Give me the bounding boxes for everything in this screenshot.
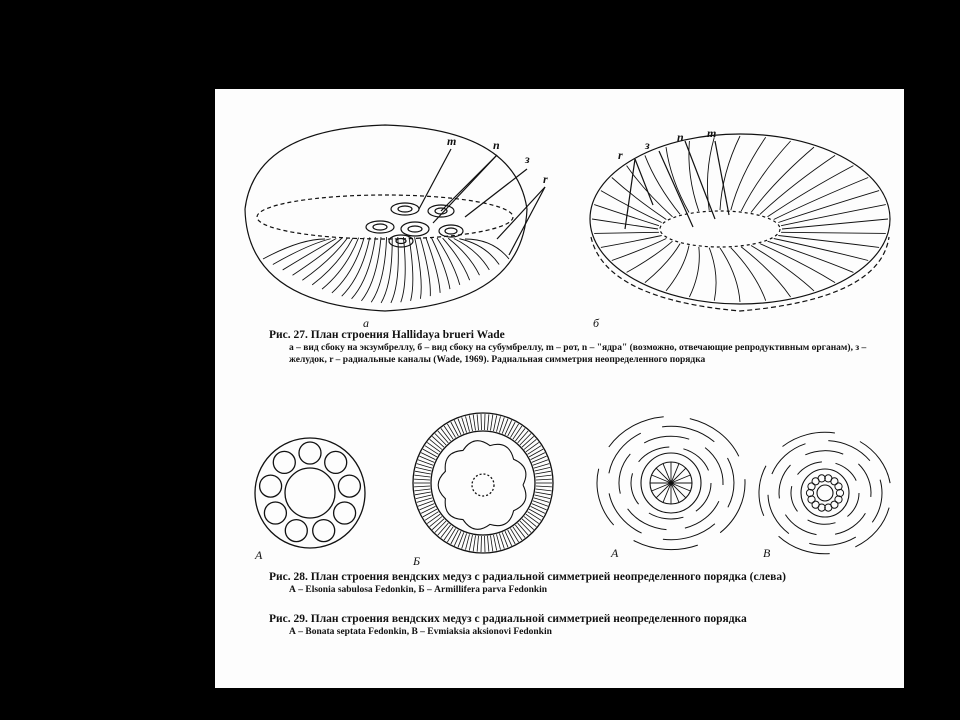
spoke-line bbox=[671, 468, 686, 483]
fig27a-label-r: r bbox=[543, 172, 548, 186]
scanned-page bbox=[215, 89, 904, 688]
hatch-line bbox=[454, 420, 461, 435]
hatch-line bbox=[432, 436, 444, 447]
radial-canal-line bbox=[709, 248, 716, 301]
ripple-arc bbox=[639, 447, 670, 462]
ripple-arc bbox=[872, 480, 882, 523]
hatch-line bbox=[438, 431, 449, 443]
spoke-line bbox=[656, 483, 671, 498]
hatch-line bbox=[421, 453, 435, 460]
ripple-arc bbox=[628, 509, 667, 530]
hatch-line bbox=[526, 514, 539, 523]
hatch-line bbox=[477, 536, 478, 552]
radial-canal-line bbox=[782, 219, 888, 229]
fig27-medusa-b bbox=[590, 134, 890, 311]
fig27b-label-z: з bbox=[645, 138, 650, 152]
ripple-arc bbox=[835, 513, 865, 534]
hatch-line bbox=[421, 506, 435, 513]
hatch-line bbox=[432, 519, 444, 530]
ripple-arc bbox=[791, 486, 798, 511]
fig28-medusa-a bbox=[255, 438, 365, 548]
hatch-line bbox=[414, 479, 430, 480]
hatch-line bbox=[522, 436, 534, 447]
hatch-line bbox=[414, 489, 430, 491]
hatch-line bbox=[469, 415, 472, 431]
hatch-line bbox=[447, 528, 455, 542]
hatch-line bbox=[485, 536, 486, 552]
hatch-line bbox=[414, 486, 430, 487]
lobe-circle bbox=[338, 475, 360, 497]
fig27b-panel-label: б bbox=[593, 316, 600, 330]
ripple-arc bbox=[720, 479, 745, 533]
fig28-caption bbox=[269, 570, 889, 596]
hatch-line bbox=[531, 506, 545, 513]
ripple-arc bbox=[663, 524, 715, 540]
radial-canal-line bbox=[731, 137, 766, 210]
fig27b-label-n: n bbox=[677, 130, 684, 144]
hatch-line bbox=[416, 495, 432, 499]
radial-canal-line bbox=[601, 191, 662, 223]
hatch-line bbox=[535, 492, 551, 495]
hatch-line bbox=[477, 414, 478, 430]
radial-canal-line bbox=[666, 147, 689, 212]
lobe-circle bbox=[334, 502, 356, 524]
ripple-arc bbox=[619, 454, 630, 494]
hatch-line bbox=[435, 521, 446, 533]
hatch-line bbox=[466, 534, 470, 549]
lobe-circle bbox=[313, 520, 335, 542]
radial-canal-line bbox=[781, 205, 886, 226]
bead-circle bbox=[806, 489, 813, 496]
radial-canal-line bbox=[781, 232, 886, 233]
hatch-line bbox=[513, 527, 522, 540]
fig27-caption-title: Рис. 27. План строения Hallidaya brueri Wade bbox=[269, 329, 505, 341]
radial-canal-line bbox=[689, 247, 699, 297]
bead-circle bbox=[836, 489, 843, 496]
radial-canal-line bbox=[612, 239, 667, 261]
lobe-circle bbox=[285, 520, 307, 542]
hatch-line bbox=[423, 509, 437, 517]
hatch-line bbox=[513, 426, 522, 439]
radial-canal-line bbox=[342, 237, 370, 296]
hatch-line bbox=[508, 530, 516, 544]
hatch-line bbox=[430, 517, 442, 527]
hatch-line bbox=[529, 449, 543, 457]
fig29-caption bbox=[269, 612, 889, 638]
hatch-line bbox=[481, 536, 482, 552]
fig27-medusa-a bbox=[245, 125, 545, 311]
ripple-arc bbox=[759, 466, 766, 516]
hatch-line bbox=[491, 415, 493, 431]
fig28-caption-body: А – Elsonia sabulosa Fedonkin, Б – Armillifera parva Fedonkin bbox=[289, 585, 548, 595]
hatch-line bbox=[535, 467, 551, 471]
hatch-line bbox=[508, 422, 516, 436]
hatch-line bbox=[531, 453, 545, 460]
ripple-arc bbox=[855, 508, 889, 547]
ripple-arc bbox=[808, 520, 836, 524]
hatch-line bbox=[536, 486, 552, 487]
fig29-medusa-v bbox=[759, 432, 890, 553]
hatch-line bbox=[515, 428, 525, 441]
radial-canal-line bbox=[283, 239, 337, 270]
fig28-caption-title: Рис. 28. План строения вендских медуз с радиальной симметрией неопределенного порядка (слева) bbox=[269, 571, 786, 583]
radial-canal-line bbox=[409, 237, 413, 301]
hatch-line bbox=[524, 439, 536, 449]
ripple-arc bbox=[783, 432, 835, 446]
ripple-arc bbox=[609, 493, 642, 533]
fig28-medusa-b bbox=[413, 413, 553, 553]
hatch-line bbox=[536, 489, 552, 491]
ripple-arc bbox=[768, 495, 789, 534]
hatch-line bbox=[524, 517, 536, 527]
hatch-line bbox=[469, 535, 472, 551]
fig27-caption bbox=[269, 328, 889, 366]
hatch-line bbox=[466, 416, 470, 431]
radial-canal-line bbox=[666, 246, 689, 291]
hatch-line bbox=[447, 424, 455, 438]
ripple-arc bbox=[779, 536, 830, 554]
radial-canal-line bbox=[415, 237, 422, 299]
radial-canal-line bbox=[707, 137, 714, 210]
lobe-circle bbox=[325, 451, 347, 473]
hatch-line bbox=[451, 530, 459, 544]
spoke-line bbox=[656, 468, 671, 483]
hatch-line bbox=[488, 414, 489, 430]
hatch-line bbox=[535, 495, 551, 499]
lobe-circle bbox=[299, 442, 321, 464]
ripple-arc bbox=[644, 436, 689, 443]
hatch-line bbox=[481, 414, 482, 430]
hatch-line bbox=[494, 535, 497, 551]
figure-drawings bbox=[215, 89, 904, 688]
radial-canal-line bbox=[778, 191, 879, 223]
hatch-line bbox=[415, 492, 431, 495]
radial-canal-line bbox=[731, 248, 766, 301]
hatch-line bbox=[488, 536, 489, 552]
radial-canal-line bbox=[720, 136, 740, 210]
radial-canal-line bbox=[293, 238, 342, 275]
hatch-line bbox=[415, 471, 431, 474]
spoke-line bbox=[671, 483, 686, 498]
fig27-caption-body: а – вид сбоку на экзумбреллу, б – вид сбоку на субумбреллу, m – рот, n – "ядра" (возможно, отвечающие репродуктивным органам), з – желудок, r – радиальные каналы (Wade, 1969). Радиальная симметрия неопределенного порядка bbox=[289, 343, 867, 365]
hatch-line bbox=[444, 527, 453, 540]
ripple-arc bbox=[779, 465, 790, 498]
radial-canal-line bbox=[426, 237, 440, 292]
hatch-line bbox=[441, 428, 451, 441]
lobe-circle bbox=[260, 475, 282, 497]
radial-canal-line bbox=[601, 236, 662, 248]
ripple-arc bbox=[805, 451, 843, 455]
ripple-arc bbox=[705, 448, 723, 485]
hatch-line bbox=[505, 420, 512, 435]
fig29-medusa-a bbox=[597, 417, 745, 550]
ripple-arc bbox=[809, 537, 856, 545]
hatch-line bbox=[497, 534, 501, 549]
hatch-line bbox=[423, 449, 437, 457]
hatch-line bbox=[497, 416, 501, 431]
lobe-circle bbox=[264, 502, 286, 524]
hatch-line bbox=[520, 521, 531, 533]
radial-canal-line bbox=[361, 237, 381, 301]
hatch-line bbox=[491, 536, 493, 552]
ripple-arc bbox=[649, 513, 684, 519]
fig27b-label-r: r bbox=[618, 148, 623, 162]
hatch-line bbox=[451, 422, 459, 436]
ripple-arc bbox=[860, 442, 890, 484]
hatch-line bbox=[505, 531, 512, 546]
radial-canal-line bbox=[454, 239, 490, 270]
hatch-line bbox=[425, 512, 438, 521]
hatch-line bbox=[510, 424, 518, 438]
hatch-line bbox=[526, 442, 539, 451]
radial-canal-line bbox=[751, 147, 814, 212]
ripple-arc bbox=[634, 541, 698, 550]
lobe-circle bbox=[273, 451, 295, 473]
hatch-line bbox=[494, 415, 497, 431]
hatch-line bbox=[518, 431, 529, 443]
hatch-line bbox=[520, 434, 531, 446]
hatch-line bbox=[454, 531, 461, 546]
scalloped-ring bbox=[438, 441, 526, 530]
hatch-line bbox=[438, 523, 449, 535]
radial-canal-line bbox=[768, 241, 854, 272]
hatch-line bbox=[416, 467, 432, 471]
ripple-arc bbox=[858, 464, 871, 497]
ripple-arc bbox=[662, 426, 714, 441]
hatch-line bbox=[473, 415, 475, 431]
radial-canal-line bbox=[465, 239, 509, 259]
radial-canal-line bbox=[774, 239, 869, 261]
fig29-caption-body: А – Bonata septata Fedonkin, В – Evmiaksia aksionovi Fedonkin bbox=[289, 627, 552, 637]
fig27a-label-m: m bbox=[447, 134, 457, 148]
ripple-arc bbox=[690, 419, 739, 457]
hatch-line bbox=[444, 426, 453, 439]
hatch-line bbox=[414, 475, 430, 477]
hatch-line bbox=[425, 446, 438, 455]
hatch-line bbox=[536, 475, 552, 477]
ripple-arc bbox=[728, 458, 734, 507]
fig27a-panel-label: а bbox=[363, 316, 369, 330]
hatch-line bbox=[535, 471, 551, 474]
fig29-caption-title: Рис. 29. План строения вендских медуз с радиальной симметрией неопределенного порядка bbox=[269, 613, 747, 625]
ripple-arc bbox=[609, 433, 641, 473]
radial-canal-line bbox=[720, 248, 740, 302]
fig28-label-b: Б bbox=[413, 554, 421, 568]
hatch-line bbox=[522, 519, 534, 530]
hatch-line bbox=[485, 414, 486, 430]
ripple-arc bbox=[597, 469, 614, 525]
fig27b-label-m: m bbox=[707, 126, 717, 140]
fig28-label-a: А bbox=[255, 548, 263, 562]
hatch-line bbox=[528, 446, 541, 455]
radial-canal-line bbox=[459, 239, 499, 265]
hatch-line bbox=[529, 509, 543, 517]
ripple-arc bbox=[772, 444, 806, 474]
hatch-line bbox=[518, 523, 529, 535]
hatch-line bbox=[441, 525, 451, 538]
ripple-arc bbox=[798, 462, 822, 475]
bead-circle bbox=[835, 483, 842, 490]
radial-canal-line bbox=[751, 246, 814, 291]
fig29-label-a: А bbox=[611, 546, 619, 560]
fig27a-label-z: з bbox=[525, 152, 530, 166]
ripple-arc bbox=[836, 463, 857, 480]
radial-canal-line bbox=[594, 232, 659, 233]
radial-canal-line bbox=[689, 141, 699, 211]
ripple-arc bbox=[785, 515, 816, 535]
ripple-arc bbox=[609, 417, 664, 447]
radial-canal-line bbox=[263, 239, 325, 259]
ripple-arc bbox=[631, 473, 639, 504]
hatch-line bbox=[427, 514, 440, 523]
fig29-label-v: В bbox=[763, 546, 771, 560]
hatch-line bbox=[427, 442, 440, 451]
hatch-line bbox=[528, 512, 541, 521]
radial-canal-line bbox=[778, 236, 879, 248]
hatch-line bbox=[473, 536, 475, 552]
hatch-line bbox=[515, 525, 525, 538]
hatch-line bbox=[510, 528, 518, 542]
fig27a-label-n: n bbox=[493, 138, 500, 152]
hatch-line bbox=[430, 439, 442, 449]
bead-circle bbox=[808, 496, 815, 503]
ripple-arc bbox=[696, 483, 711, 511]
hatch-line bbox=[536, 479, 552, 480]
hatch-line bbox=[435, 434, 446, 446]
